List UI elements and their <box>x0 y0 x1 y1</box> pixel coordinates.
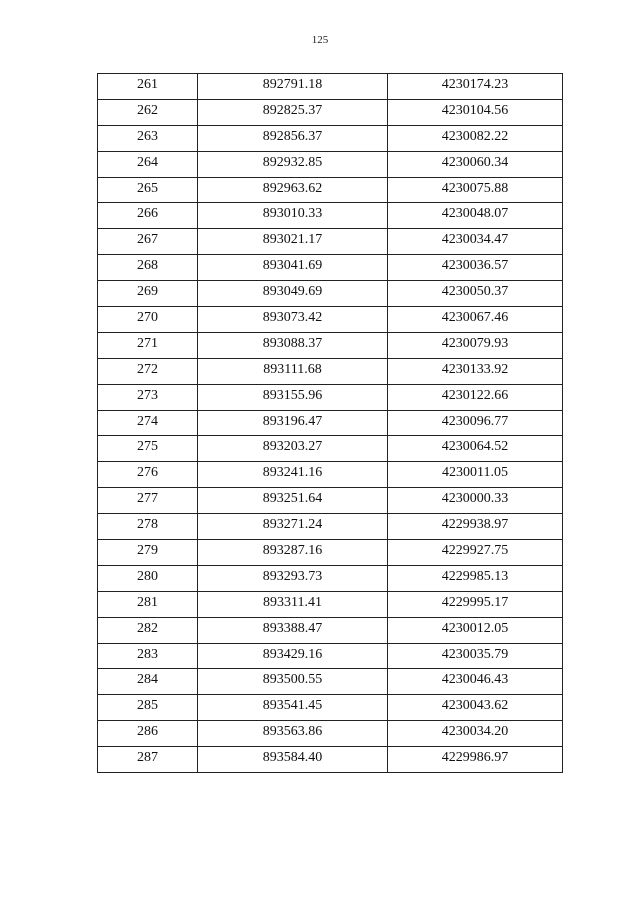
y-coordinate-cell: 4229938.97 <box>388 514 563 540</box>
y-coordinate-cell: 4230096.77 <box>388 410 563 436</box>
point-number-cell: 264 <box>98 151 198 177</box>
point-number-cell: 287 <box>98 747 198 773</box>
y-coordinate-cell: 4229985.13 <box>388 565 563 591</box>
x-coordinate-cell: 893429.16 <box>198 643 388 669</box>
x-coordinate-cell: 893311.41 <box>198 591 388 617</box>
point-number-cell: 286 <box>98 721 198 747</box>
table-row <box>98 203 563 229</box>
x-coordinate-cell: 893251.64 <box>198 488 388 514</box>
table-row <box>98 514 563 540</box>
x-coordinate-cell: 893196.47 <box>198 410 388 436</box>
page-number: 125 <box>311 34 329 46</box>
point-number-cell: 261 <box>98 74 198 100</box>
y-coordinate-cell: 4230079.93 <box>388 332 563 358</box>
table-row <box>98 617 563 643</box>
x-coordinate-cell: 893287.16 <box>198 540 388 566</box>
y-coordinate-cell: 4230034.20 <box>388 721 563 747</box>
table-row <box>98 565 563 591</box>
table-row <box>98 669 563 695</box>
y-coordinate-cell: 4230104.56 <box>388 99 563 125</box>
point-number-cell: 276 <box>98 462 198 488</box>
x-coordinate-cell: 893041.69 <box>198 255 388 281</box>
point-number-cell: 262 <box>98 99 198 125</box>
x-coordinate-cell: 893088.37 <box>198 332 388 358</box>
x-coordinate-cell: 893271.24 <box>198 514 388 540</box>
point-number-cell: 280 <box>98 565 198 591</box>
y-coordinate-cell: 4230050.37 <box>388 281 563 307</box>
y-coordinate-cell: 4229927.75 <box>388 540 563 566</box>
table-row <box>98 488 563 514</box>
y-coordinate-cell: 4230000.33 <box>388 488 563 514</box>
table-row <box>98 384 563 410</box>
y-coordinate-cell: 4229986.97 <box>388 747 563 773</box>
y-coordinate-cell: 4230174.23 <box>388 74 563 100</box>
point-number-cell: 277 <box>98 488 198 514</box>
point-number-cell: 272 <box>98 358 198 384</box>
y-coordinate-cell: 4230035.79 <box>388 643 563 669</box>
point-number-cell: 270 <box>98 307 198 333</box>
x-coordinate-cell: 893241.16 <box>198 462 388 488</box>
x-coordinate-cell: 893293.73 <box>198 565 388 591</box>
x-coordinate-cell: 893584.40 <box>198 747 388 773</box>
table-row <box>98 436 563 462</box>
table-row <box>98 591 563 617</box>
x-coordinate-cell: 893010.33 <box>198 203 388 229</box>
y-coordinate-cell: 4229995.17 <box>388 591 563 617</box>
x-coordinate-cell: 893500.55 <box>198 669 388 695</box>
y-coordinate-cell: 4230133.92 <box>388 358 563 384</box>
y-coordinate-cell: 4230012.05 <box>388 617 563 643</box>
coordinates-table <box>97 73 563 773</box>
y-coordinate-cell: 4230067.46 <box>388 307 563 333</box>
point-number-cell: 266 <box>98 203 198 229</box>
y-coordinate-cell: 4230046.43 <box>388 669 563 695</box>
y-coordinate-cell: 4230122.66 <box>388 384 563 410</box>
table-row <box>98 151 563 177</box>
table-row <box>98 358 563 384</box>
point-number-cell: 271 <box>98 332 198 358</box>
point-number-cell: 281 <box>98 591 198 617</box>
y-coordinate-cell: 4230075.88 <box>388 177 563 203</box>
y-coordinate-cell: 4230064.52 <box>388 436 563 462</box>
point-number-cell: 268 <box>98 255 198 281</box>
point-number-cell: 285 <box>98 695 198 721</box>
y-coordinate-cell: 4230060.34 <box>388 151 563 177</box>
point-number-cell: 279 <box>98 540 198 566</box>
x-coordinate-cell: 892963.62 <box>198 177 388 203</box>
x-coordinate-cell: 893155.96 <box>198 384 388 410</box>
x-coordinate-cell: 893073.42 <box>198 307 388 333</box>
table-row <box>98 540 563 566</box>
table-row <box>98 307 563 333</box>
x-coordinate-cell: 893111.68 <box>198 358 388 384</box>
x-coordinate-cell: 892932.85 <box>198 151 388 177</box>
table-row <box>98 410 563 436</box>
table-row <box>98 177 563 203</box>
x-coordinate-cell: 893541.45 <box>198 695 388 721</box>
y-coordinate-cell: 4230043.62 <box>388 695 563 721</box>
x-coordinate-cell: 893388.47 <box>198 617 388 643</box>
table-row <box>98 332 563 358</box>
x-coordinate-cell: 892791.18 <box>198 74 388 100</box>
x-coordinate-cell: 892856.37 <box>198 125 388 151</box>
x-coordinate-cell: 893049.69 <box>198 281 388 307</box>
y-coordinate-cell: 4230034.47 <box>388 229 563 255</box>
table-row <box>98 747 563 773</box>
table-row <box>98 721 563 747</box>
table-row <box>98 74 563 100</box>
table-row <box>98 281 563 307</box>
point-number-cell: 282 <box>98 617 198 643</box>
table-row <box>98 462 563 488</box>
point-number-cell: 263 <box>98 125 198 151</box>
point-number-cell: 275 <box>98 436 198 462</box>
point-number-cell: 269 <box>98 281 198 307</box>
y-coordinate-cell: 4230036.57 <box>388 255 563 281</box>
table-row <box>98 643 563 669</box>
y-coordinate-cell: 4230048.07 <box>388 203 563 229</box>
point-number-cell: 284 <box>98 669 198 695</box>
y-coordinate-cell: 4230011.05 <box>388 462 563 488</box>
x-coordinate-cell: 893563.86 <box>198 721 388 747</box>
point-number-cell: 283 <box>98 643 198 669</box>
table-row <box>98 99 563 125</box>
x-coordinate-cell: 893203.27 <box>198 436 388 462</box>
point-number-cell: 265 <box>98 177 198 203</box>
point-number-cell: 274 <box>98 410 198 436</box>
table-row <box>98 125 563 151</box>
x-coordinate-cell: 893021.17 <box>198 229 388 255</box>
point-number-cell: 273 <box>98 384 198 410</box>
table-row <box>98 695 563 721</box>
y-coordinate-cell: 4230082.22 <box>388 125 563 151</box>
table-row <box>98 255 563 281</box>
table-row <box>98 229 563 255</box>
x-coordinate-cell: 892825.37 <box>198 99 388 125</box>
point-number-cell: 278 <box>98 514 198 540</box>
point-number-cell: 267 <box>98 229 198 255</box>
coordinates-table-body <box>98 74 563 773</box>
